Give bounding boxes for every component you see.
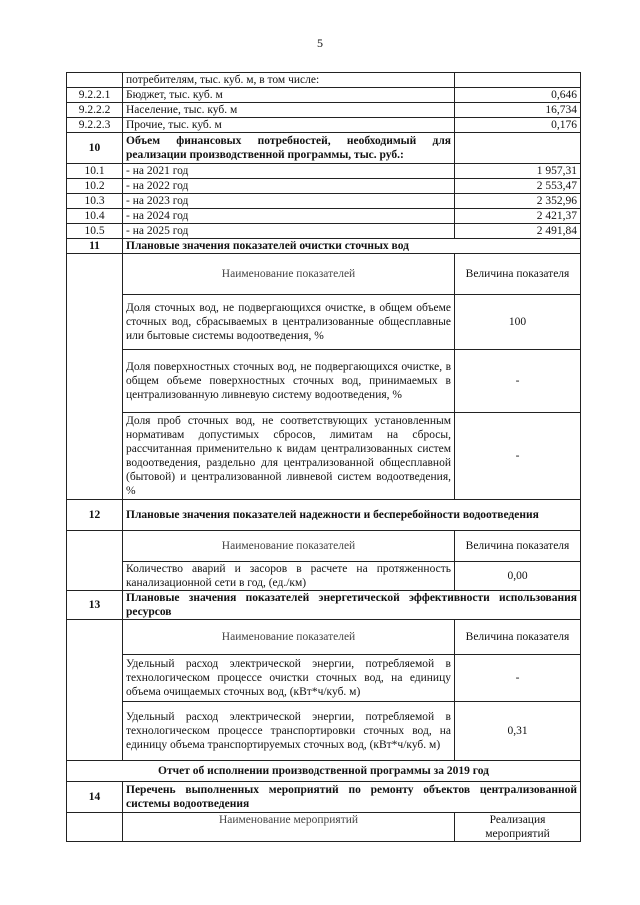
table-row — [67, 655, 581, 702]
section-header-12 — [67, 500, 581, 531]
row-value: 2 553,47 — [455, 179, 581, 194]
section-number: 13 — [67, 591, 123, 620]
table-row — [67, 413, 581, 500]
table-row — [67, 164, 581, 179]
indicators-table — [66, 72, 581, 842]
table-row — [67, 73, 581, 88]
row-value: - — [455, 413, 581, 500]
section-title: Объем финансовых потребностей, необходимый для реализации производственной программы, тыс. руб.: — [123, 133, 455, 164]
section-header-11 — [67, 239, 581, 254]
column-header-value: Величина показателя — [455, 620, 581, 655]
row-value — [455, 73, 581, 88]
table-row — [67, 562, 581, 591]
row-value: 0,00 — [455, 562, 581, 591]
row-number — [67, 73, 123, 88]
row-number: 9.2.2.3 — [67, 118, 123, 133]
row-value: 2 491,84 — [455, 224, 581, 239]
row-text: потребителям, тыс. куб. м, в том числе: — [123, 73, 455, 88]
row-value: - — [455, 655, 581, 702]
row-text: Население, тыс. куб. м — [123, 103, 455, 118]
row-number: 9.2.2.2 — [67, 103, 123, 118]
row-value: 2 421,37 — [455, 209, 581, 224]
row-value: 0,176 — [455, 118, 581, 133]
report-title: Отчет об исполнении производственной программы за 2019 год — [67, 761, 581, 782]
report-title-row — [67, 761, 581, 782]
table-row — [67, 179, 581, 194]
empty-cell — [67, 531, 123, 591]
row-text: Доля поверхностных сточных вод, не подвергающихся очистке, в общем объеме поверхностных сточных вод, принимаемых в централизованную ливневую систему водоотведения, % — [123, 350, 455, 413]
row-number: 10.3 — [67, 194, 123, 209]
row-number: 10.2 — [67, 179, 123, 194]
section-title: Плановые значения показателей энергетической эффективности использования ресурсов — [123, 591, 581, 620]
column-header-name: Наименование мероприятий — [123, 813, 455, 842]
table-row — [67, 103, 581, 118]
row-text: Количество аварий и засоров в расчете на протяженность канализационной сети в год, (ед./км) — [123, 562, 455, 591]
table-row — [67, 209, 581, 224]
row-value: 1 957,31 — [455, 164, 581, 179]
column-header-name: Наименование показателей — [123, 531, 455, 562]
table-row — [67, 194, 581, 209]
column-header-value: Реализация мероприятий — [455, 813, 581, 842]
section-header-10 — [67, 133, 581, 164]
table-row — [67, 224, 581, 239]
column-header-name: Наименование показателей — [123, 254, 455, 295]
section-number: 10 — [67, 133, 123, 164]
table-row — [67, 88, 581, 103]
section-title: Перечень выполненных мероприятий по ремонту объектов централизованной системы водоотведения — [123, 782, 581, 813]
row-value: 2 352,96 — [455, 194, 581, 209]
section-title: Плановые значения показателей надежности и бесперебойности водоотведения — [123, 500, 581, 531]
page-number: 5 — [317, 36, 323, 50]
empty-cell — [67, 813, 123, 842]
row-number: 10.5 — [67, 224, 123, 239]
row-text: - на 2023 год — [123, 194, 455, 209]
row-text: Бюджет, тыс. куб. м — [123, 88, 455, 103]
table-row — [67, 702, 581, 761]
table-row — [67, 350, 581, 413]
section-number: 11 — [67, 239, 123, 254]
table-header-row — [67, 254, 581, 295]
section-title: Плановые значения показателей очистки сточных вод — [123, 239, 581, 254]
column-header-value: Величина показателя — [455, 531, 581, 562]
row-text: - на 2024 год — [123, 209, 455, 224]
column-header-name: Наименование показателей — [123, 620, 455, 655]
section-header-14 — [67, 782, 581, 813]
table-header-row — [67, 813, 581, 842]
row-value: 0,646 — [455, 88, 581, 103]
empty-cell — [67, 254, 123, 500]
row-number: 9.2.2.1 — [67, 88, 123, 103]
row-number: 10.4 — [67, 209, 123, 224]
row-text: Прочие, тыс. куб. м — [123, 118, 455, 133]
row-text: - на 2021 год — [123, 164, 455, 179]
section-number: 12 — [67, 500, 123, 531]
empty-cell — [67, 620, 123, 761]
section-header-13 — [67, 591, 581, 620]
table-header-row — [67, 620, 581, 655]
row-value: 16,734 — [455, 103, 581, 118]
row-text: Доля сточных вод, не подвергающихся очистке, в общем объеме сточных вод, сбрасываемых в централизованные общесплавные или бытовые системы водоотведения, % — [123, 295, 455, 350]
row-value: 100 — [455, 295, 581, 350]
row-text: Доля проб сточных вод, не соответствующих установленным нормативам допустимых сбросов, лимитам на сбросы, рассчитанная применительно к видам централизованных систем водоотведения, раздельно для централизованной общесплавной (бытовой) и централизованной ливневой систем водоотведения, % — [123, 413, 455, 500]
row-text: - на 2022 год — [123, 179, 455, 194]
row-value: - — [455, 350, 581, 413]
row-number: 10.1 — [67, 164, 123, 179]
empty-cell — [455, 133, 581, 164]
table-header-row — [67, 531, 581, 562]
column-header-value: Величина показателя — [455, 254, 581, 295]
row-text: Удельный расход электрической энергии, потребляемой в технологическом процессе очистки сточных вод, на единицу объема очищаемых сточных вод, (кВт*ч/куб. м) — [123, 655, 455, 702]
section-number: 14 — [67, 782, 123, 813]
row-value: 0,31 — [455, 702, 581, 761]
table-row — [67, 118, 581, 133]
row-text: - на 2025 год — [123, 224, 455, 239]
row-text: Удельный расход электрической энергии, потребляемой в технологическом процессе транспортировки сточных вод, на единицу объема транспортируемых сточных вод, (кВт*ч/куб. м) — [123, 702, 455, 761]
table-row — [67, 295, 581, 350]
